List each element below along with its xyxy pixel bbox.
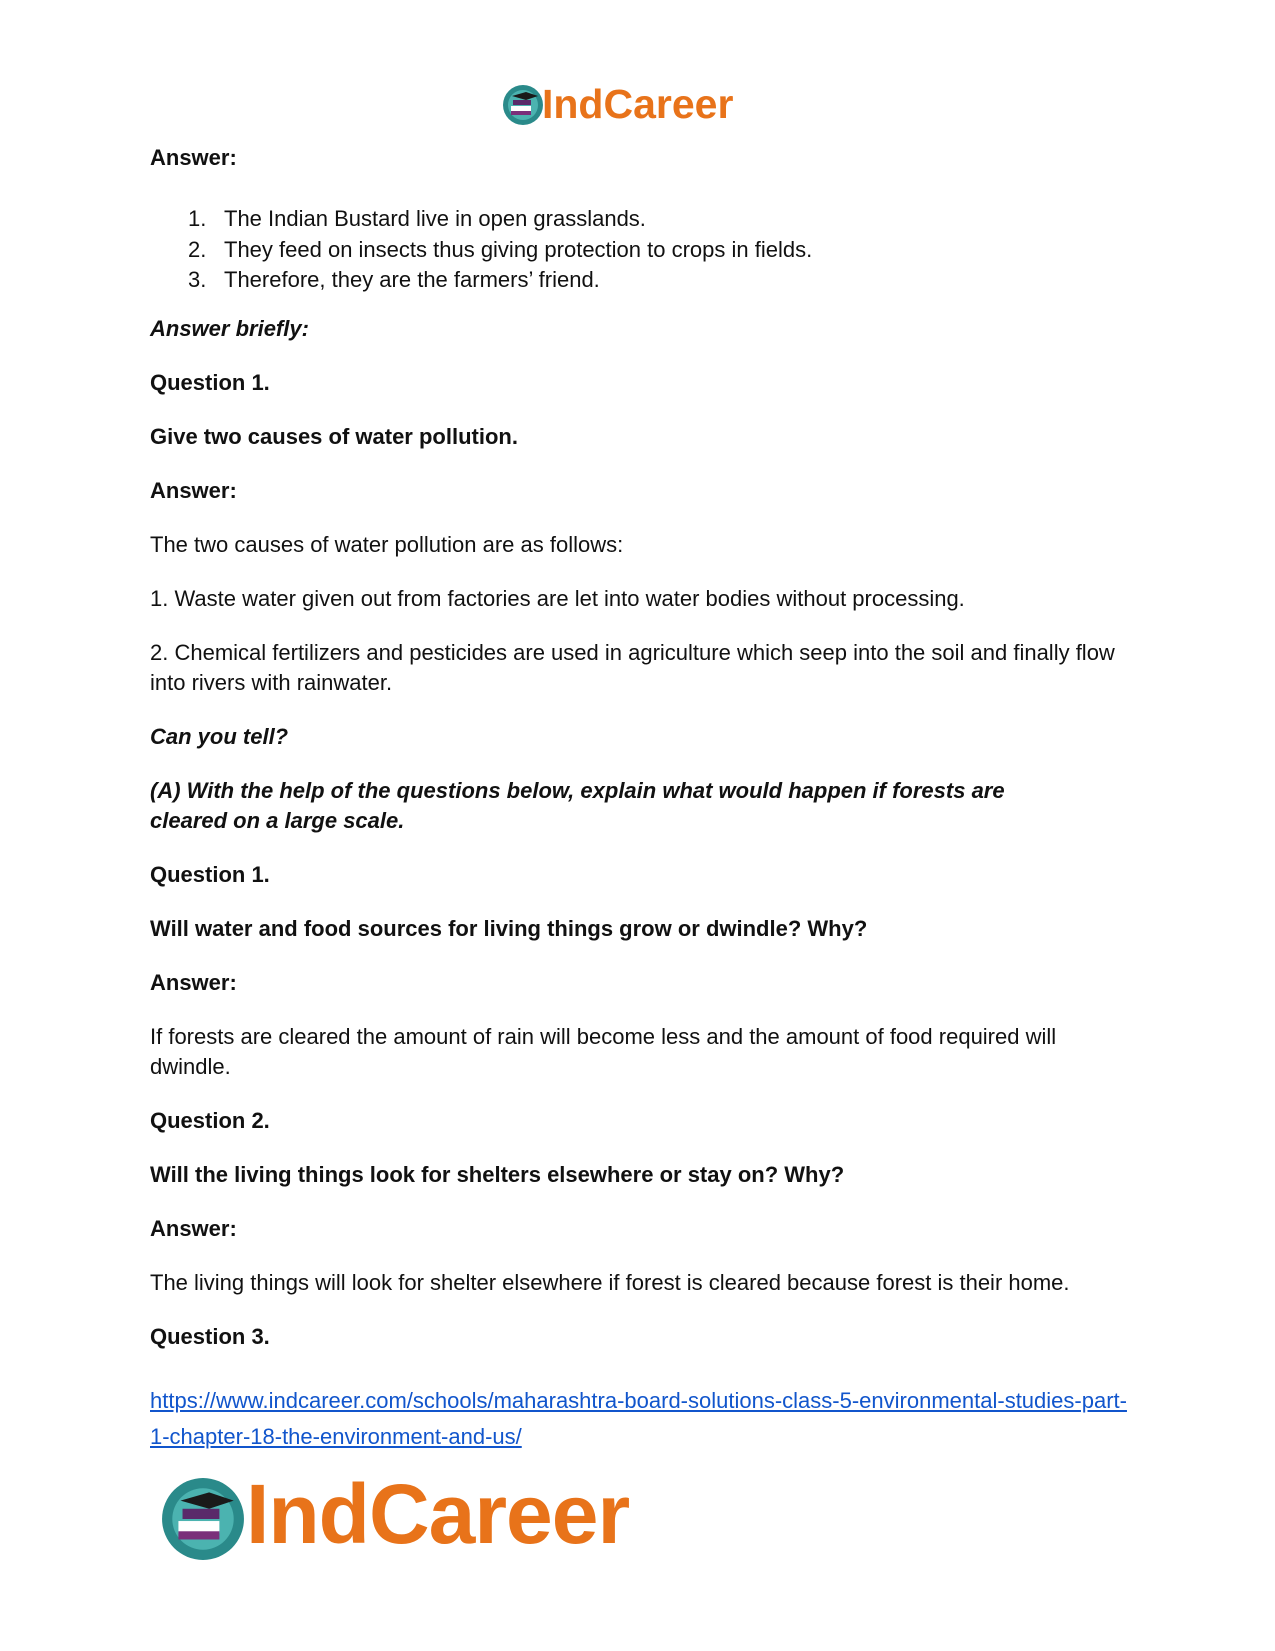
question-label: Question 2. (150, 1108, 270, 1133)
question-text: Will the living things look for shelters elsewhere or stay on? Why? (150, 1162, 845, 1187)
brand-logo-text: IndCareer (542, 81, 734, 127)
list-item: 3. Therefore, they are the farmers’ friend. (188, 267, 600, 292)
globe-book-icon (160, 1476, 246, 1562)
question-label: Question 3. (150, 1324, 270, 1349)
bustard-answer-list (150, 204, 812, 296)
source-link[interactable]: https://www.indcareer.com/schools/maharashtra-board-solutions-class-5-environmental-studies-part-1-chapter-18-the-environment-and-us/ (150, 1388, 1127, 1449)
question-label: Question 1. (150, 370, 270, 395)
answer-label: Answer: (150, 145, 237, 170)
question-text: Will water and food sources for living things grow or dwindle? Why? (150, 916, 868, 941)
question-text: Give two causes of water pollution. (150, 424, 518, 449)
globe-book-icon (502, 84, 544, 126)
header-logo (502, 80, 772, 128)
answer-label: Answer: (150, 970, 237, 995)
answer-label: Answer: (150, 478, 237, 503)
answer-text: The two causes of water pollution are as follows: (150, 532, 624, 557)
list-item: 2. They feed on insects thus giving protection to crops in fields. (188, 236, 813, 262)
section-heading: Answer briefly: (150, 316, 309, 341)
brand-logo-text: IndCareer (246, 1467, 630, 1561)
answer-text: The living things will look for shelter elsewhere if forest is cleared because forest is their home. (150, 1270, 1070, 1295)
list-item: 1. The Indian Bustard live in open grasslands. (188, 206, 646, 231)
answer-text: 2. Chemical fertilizers and pesticides are used in agriculture which seep into the soil and finally flow into rivers with rainwater. (150, 640, 1115, 695)
section-heading: Can you tell? (150, 724, 289, 749)
answer-text: If forests are cleared the amount of rain will become less and the amount of food required will dwindle. (150, 1024, 1057, 1079)
answer-text: 1. Waste water given out from factories are let into water bodies without processing. (150, 586, 965, 611)
footer-logo (160, 1467, 700, 1561)
question-label: Question 1. (150, 862, 270, 887)
section-subheading: (A) With the help of the questions below, explain what would happen if forests are cleared on a large scale. (150, 778, 1005, 833)
answer-label: Answer: (150, 1216, 237, 1241)
